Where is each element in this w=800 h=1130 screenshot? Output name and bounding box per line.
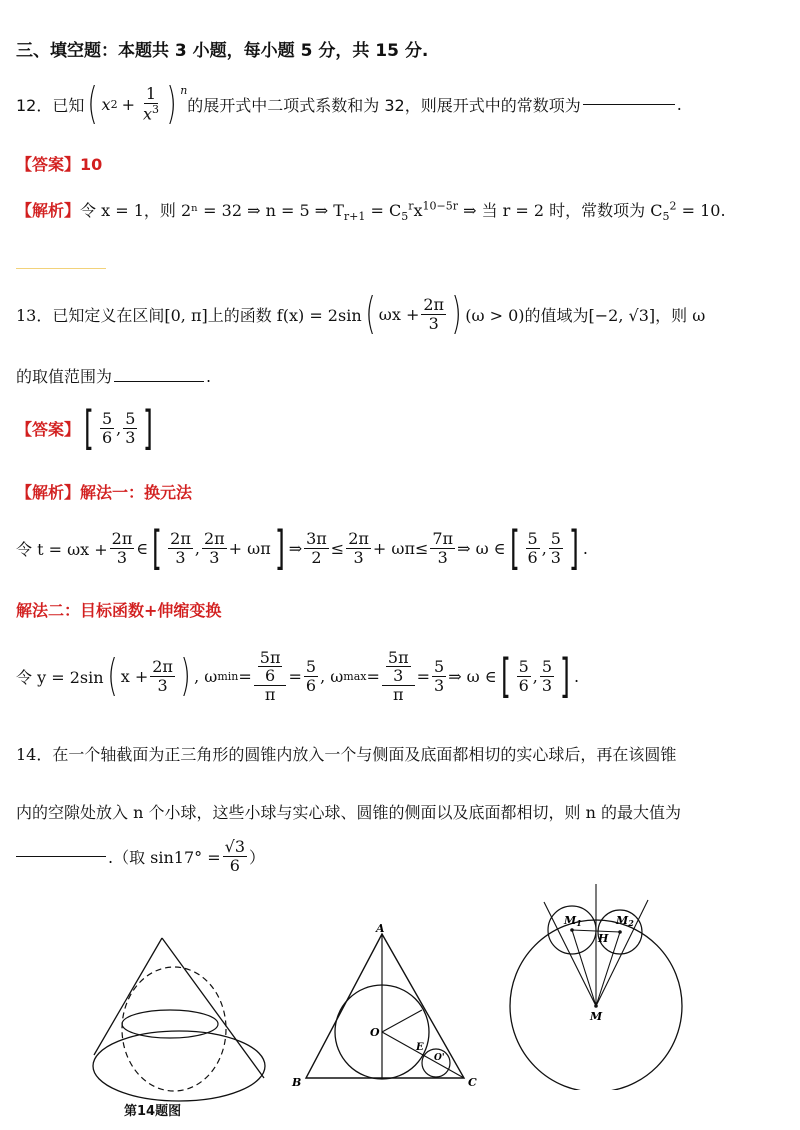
q12-frac-sup: 3 [152,102,160,116]
frac-num: 2π [111,528,133,548]
frac-num: 2π [423,294,445,314]
m2-impl: ⇒ ω ∈ [448,666,497,686]
m2-x: x + [120,666,149,686]
frac-den: π [264,684,276,704]
q14-frac [223,838,247,874]
m2-compound-frac-1 [254,649,287,704]
frac-num: 2π [203,528,225,548]
ans-frac-a [100,410,114,446]
q13-answer [16,400,157,456]
m1-end: ⇒ ω ∈ [457,538,506,558]
m1-frac-2 [168,530,193,566]
inner-frac [386,649,411,685]
method-2-title: 解法二：目标函数+伸缩变换 [16,601,222,620]
m2-frac-1 [150,658,175,694]
q12-frac [141,85,161,123]
bracket-right: ] [274,521,285,575]
bracket-left: [ [509,521,520,575]
m1-implies: ⇒ [288,538,303,558]
m1-in: ∈ [136,538,149,558]
q12-plus: + [121,94,135,114]
q12-analysis-t2: = C [365,201,402,220]
label-o-prime: O' [434,1053,445,1063]
label-a: A [376,922,385,935]
q13-frac [421,296,446,332]
m1-frac-1 [110,530,135,566]
label-m: M [590,1010,603,1023]
paren-left: ( [365,288,376,339]
q12-supn: n [180,84,188,97]
comma: , [194,538,200,558]
frac-num: 5 [434,656,445,676]
figure-caption: 第14题图 [124,1104,182,1119]
tangent-circle [122,1010,218,1038]
q13-stem-2: (ω > 0)的值域为[−2, √3]，则 ω [465,305,706,325]
q14-line3 [16,830,265,882]
method-2-line [16,636,579,716]
q12-frac-x: x [142,104,153,124]
m2-omega-max: , ω [320,666,344,686]
paren-right: ) [180,650,191,701]
point-m1 [570,928,574,932]
m1-frac-4 [304,530,329,566]
frac-den: 3 [116,547,128,567]
q12-number: 12．已知 [16,95,85,115]
q12-answer [16,152,102,175]
q14-answer-blank [16,855,106,857]
frac-den: 3 [550,547,561,567]
frac-num: 2π [348,528,369,548]
frac-num: 7π [432,528,454,548]
label-e: E [416,1042,424,1053]
m1-frac-3 [202,530,227,566]
q14-line2: 内的空隙处放入 n 个小球，这些小球与实心球、圆锥的侧面以及底面都相切，则 n 的最大值为 [16,803,681,822]
frac-num: 2π [170,528,191,548]
answer-label: 【答案】 [16,155,81,174]
m2-min-sub: min [217,669,239,683]
q12-analysis-sup4: 2 [669,199,677,213]
frac-den: 3 [157,675,168,695]
q13-analysis-heading [16,480,192,503]
frac-num: 3π [306,528,327,548]
q12-analysis-sub: r+1 [343,210,366,224]
frac-den: 3 [541,675,553,695]
comma: , [116,418,122,438]
label-m1: M1 [564,914,582,928]
q12-stem [16,78,682,129]
q12-stem-end: . [676,94,682,114]
q12-stem-rest: 的展开式中二项式系数和为 32，则展开式中的常数项为 [187,95,581,115]
q13-stem [16,288,705,340]
frac-num: 5 [541,656,553,676]
m2-eq: = [238,666,252,686]
frac-den: 6 [229,855,240,875]
method-1-line [16,520,588,576]
frac-num [382,649,415,686]
q13-answer-blank [114,380,204,382]
analysis-label: 【解析】 [16,483,81,502]
frac-num: 5π [387,647,409,667]
q12-answer-blank [583,103,675,105]
frac-den: 6 [305,675,317,695]
top-view-figure [500,880,700,1090]
q13-stem-inner: ωx + [378,304,420,324]
paren-left: ( [87,78,99,129]
m1-frac-5 [346,530,371,566]
frac-den: 6 [527,547,538,567]
m2-compound-frac-2 [382,649,415,704]
m2-ans-a [517,658,531,694]
frac-num: 5 [527,528,538,548]
section-heading: 三、填空题：本题共 3 小题，每小题 5 分，共 15 分. [16,41,429,61]
bracket-left: [ [84,401,94,455]
point-m2 [618,930,622,934]
m1-le: ≤ [330,538,345,558]
analysis-label: 【解析】 [16,201,81,220]
label-h: H [598,932,609,945]
m1-le-2: ≤ [414,538,429,558]
bracket-right: ] [560,649,570,703]
q12-analysis-sup3: 10−5r [422,199,458,213]
m2-end: . [574,666,580,686]
q12-analysis-t5: = 10. [676,201,726,220]
radius-to-side [382,1010,422,1032]
frac-num: √3 [224,836,246,856]
label-m2: M2 [616,914,634,928]
frac-den: 3 [353,547,364,567]
frac-den: 6 [265,666,276,686]
frac-num: 2π [152,656,173,676]
q13-line2-text: 的取值范围为 [16,367,113,386]
frac-den: 3 [125,427,136,447]
divider-line [16,268,106,269]
q13-line2-end: . [206,367,212,386]
frac-num: 5 [305,656,317,676]
m2-y: 令 y = 2sin [16,667,104,687]
frac-den: 2 [311,547,322,567]
m1-frac-7 [526,530,540,566]
q12-analysis-sup2: r [408,199,414,213]
q14-line3-close: ） [249,847,266,867]
m2-eq-2: = [288,666,302,686]
m2-eq-3: = [366,666,380,686]
m2-ans-b [540,658,554,694]
paren-right: ) [451,288,462,339]
q12-analysis [16,198,726,223]
bracket-right: ] [143,401,154,455]
inscribed-sphere [122,967,226,1091]
m1-frac-8 [549,530,563,566]
m1-omega-pi-2: + ωπ [372,538,415,558]
frac-den: 3 [209,547,220,567]
q12-analysis-t4: ⇒ 当 r = 2 时，常数项为 C [458,201,663,220]
q12-analysis-t1: 令 x = 1，则 2ⁿ = 32 ⇒ n = 5 ⇒ T [80,201,344,220]
m1-t: 令 t = ωx + [16,539,108,559]
paren-left: ( [106,650,118,701]
frac-den: 3 [437,547,448,567]
frac-den: 6 [101,427,113,447]
m2-max-sub: max [343,669,367,683]
comma: , [532,666,538,686]
frac-den: 3 [175,547,186,567]
frac-num: 5 [125,408,136,428]
label-c: C [468,1076,477,1089]
q14-line1: 14．在一个轴截面为正三角形的圆锥内放入一个与侧面及底面都相切的实心球后，再在该圆锥 [16,745,677,764]
q14-line3-open: .（取 sin17° = [108,847,221,867]
q13-stem-1: 13．已知定义在区间[0, π]上的函数 f(x) = 2sin [16,305,362,325]
frac-num: 5 [101,408,113,428]
bracket-left: [ [500,649,511,703]
answer-label: 【答案】 [16,419,81,439]
q12-analysis-t3: x [413,201,423,220]
q12-sup2: 2 [110,97,118,111]
method-1-title: 解法一：换元法 [80,483,193,502]
m2-frac-56 [304,658,318,694]
frac-den: 3 [393,666,404,686]
frac-den: 6 [518,675,529,695]
q12-frac-num: 1 [145,84,157,104]
frac-num: 5π [259,647,281,667]
q13-stem-line2 [16,364,211,387]
answer-value: 10 [80,155,103,174]
ans-frac-b [123,410,137,446]
bracket-right: ] [569,521,579,575]
cone-right-edge [162,938,264,1078]
m1-period: . [582,538,589,558]
bracket-left: [ [152,521,163,575]
triangle-figure [286,920,486,1100]
m2-omega-min: , ω [194,666,218,686]
frac-num [254,649,287,686]
q12-analysis-sub4: 5 [662,210,670,224]
line-m-m1 [572,930,596,1006]
m2-eq-4: = [416,666,430,686]
frac-num: 5 [518,656,529,676]
frac-den: 3 [428,313,439,333]
label-o: O [370,1026,380,1039]
frac-den: π [392,684,404,704]
inner-frac [258,649,283,685]
m1-frac-6 [430,530,455,566]
cone-figure [84,930,314,1120]
label-b: B [292,1076,302,1089]
frac-num: 5 [550,528,561,548]
q12-x: x [101,94,111,114]
paren-right: ) [166,78,177,129]
q12-analysis-sub2: 5 [401,210,409,224]
frac-den: 3 [434,675,445,695]
m2-frac-53 [432,658,446,694]
m1-omega-pi: + ωπ [228,538,271,558]
comma: , [541,538,547,558]
point-m [594,1004,598,1008]
